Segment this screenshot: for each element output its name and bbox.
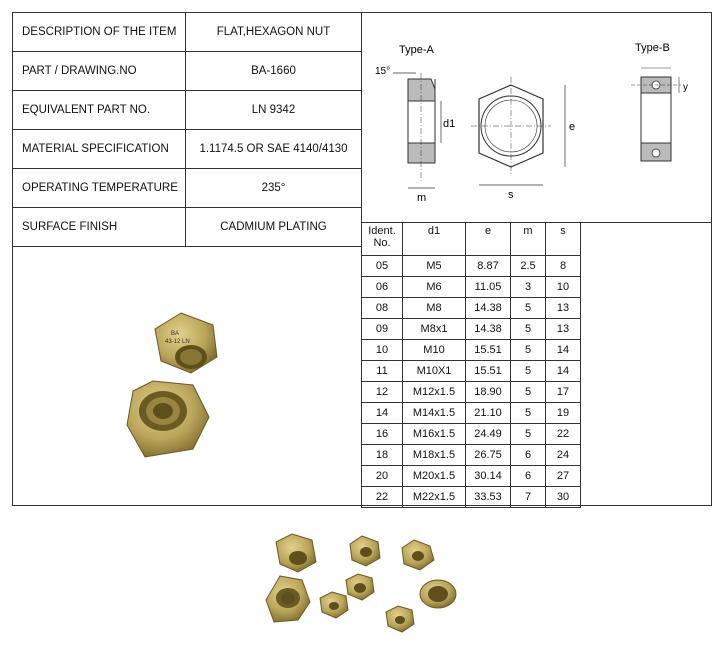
spec-label: OPERATING TEMPERATURE: [13, 169, 186, 207]
spec-row: [13, 130, 361, 169]
nut-1: [276, 534, 316, 572]
table-cell: M10X1: [403, 361, 466, 382]
table-row: [362, 487, 581, 508]
table-cell: 5: [511, 424, 546, 445]
table-row: [362, 382, 581, 403]
spec-label: MATERIAL SPECIFICATION: [13, 130, 186, 168]
nut-2: [350, 536, 380, 566]
table-row: [362, 403, 581, 424]
spec-table: [13, 13, 362, 247]
hex-nut-large: [127, 381, 209, 457]
table-cell: 14: [546, 340, 581, 361]
table-cell: 18: [362, 445, 403, 466]
table-cell: M5: [403, 256, 466, 277]
nut-4: [266, 576, 310, 622]
table-cell: M14x1.5: [403, 403, 466, 424]
table-cell: 7: [511, 487, 546, 508]
table-cell: M6: [403, 277, 466, 298]
table-cell: 8: [546, 256, 581, 277]
table-cell: M16x1.5: [403, 424, 466, 445]
spec-row: [13, 169, 361, 208]
nut-drawing-svg: [361, 13, 711, 222]
table-cell: M10: [403, 340, 466, 361]
spec-row: [13, 208, 361, 247]
table-cell: 2.5: [511, 256, 546, 277]
dimension-header-row: [362, 223, 581, 256]
nut-marking-line1: BA: [171, 331, 180, 337]
table-cell: 13: [546, 319, 581, 340]
table-cell: 30.14: [466, 466, 511, 487]
dimension-header: d1: [403, 223, 466, 256]
table-cell: 12: [362, 382, 403, 403]
table-cell: 06: [362, 277, 403, 298]
spec-row: [13, 91, 361, 130]
nut-5: [346, 574, 374, 600]
table-cell: M20x1.5: [403, 466, 466, 487]
table-row: [362, 298, 581, 319]
table-cell: 10: [546, 277, 581, 298]
table-row: [362, 361, 581, 382]
nut-assortment-svg: [262, 528, 457, 656]
d1-label: d1: [443, 118, 456, 130]
table-cell: 08: [362, 298, 403, 319]
table-cell: 6: [511, 445, 546, 466]
table-cell: 16: [362, 424, 403, 445]
table-cell: M8: [403, 298, 466, 319]
table-cell: 17: [546, 382, 581, 403]
spec-label: DESCRIPTION OF THE ITEM: [13, 13, 186, 51]
table-cell: 11.05: [466, 277, 511, 298]
spec-value: 235°: [261, 182, 286, 194]
table-cell: 10: [362, 340, 403, 361]
table-row: [362, 466, 581, 487]
table-row: [362, 319, 581, 340]
m-label: m: [417, 192, 427, 204]
table-cell: 19: [546, 403, 581, 424]
technical-drawing: [361, 13, 711, 223]
table-cell: 5: [511, 298, 546, 319]
spec-label: PART / DRAWING.NO: [13, 52, 186, 90]
e-label: e: [569, 121, 576, 133]
table-cell: M8x1: [403, 319, 466, 340]
table-cell: 33.53: [466, 487, 511, 508]
table-cell: 11: [362, 361, 403, 382]
spec-row: [13, 52, 361, 91]
table-cell: 18.90: [466, 382, 511, 403]
table-cell: 14: [546, 361, 581, 382]
spec-value: LN 9342: [251, 104, 296, 116]
nut-assortment-photo: [262, 528, 457, 656]
table-cell: 5: [511, 340, 546, 361]
dimension-header: s: [546, 223, 581, 256]
spec-value: FLAT,HEXAGON NUT: [216, 26, 331, 38]
table-cell: 24: [546, 445, 581, 466]
table-cell: 15.51: [466, 361, 511, 382]
table-row: [362, 424, 581, 445]
nut-8: [386, 606, 414, 632]
nut-7: [420, 580, 456, 608]
nut-3: [402, 540, 434, 570]
table-cell: 05: [362, 256, 403, 277]
type-a-label: Type-A: [399, 44, 434, 56]
nut-6: [320, 592, 348, 618]
table-cell: 8.87: [466, 256, 511, 277]
dimension-header: m: [511, 223, 546, 256]
product-photo-cell: [13, 245, 362, 505]
spec-row: [13, 13, 361, 52]
type-a-section: [408, 73, 455, 204]
table-cell: 6: [511, 466, 546, 487]
table-cell: 14: [362, 403, 403, 424]
y-label: y: [683, 82, 688, 93]
table-cell: M12x1.5: [403, 382, 466, 403]
table-cell: 24.49: [466, 424, 511, 445]
table-cell: 22: [362, 487, 403, 508]
s-label: s: [508, 189, 514, 201]
table-cell: 14.38: [466, 319, 511, 340]
table-cell: 09: [362, 319, 403, 340]
table-cell: 20: [362, 466, 403, 487]
table-cell: 13: [546, 298, 581, 319]
table-cell: M22x1.5: [403, 487, 466, 508]
type-b-label: Type-B: [635, 42, 670, 54]
spec-label: EQUIVALENT PART NO.: [13, 91, 186, 129]
table-row: [362, 445, 581, 466]
spec-label: SURFACE FINISH: [13, 208, 186, 246]
table-cell: 30: [546, 487, 581, 508]
table-row: [362, 277, 581, 298]
dimension-header: e: [466, 223, 511, 256]
dimension-header: Ident. No.: [362, 223, 403, 256]
table-row: [362, 340, 581, 361]
spec-value: BA-1660: [251, 65, 296, 77]
dimension-table: [361, 222, 581, 508]
table-cell: 14.38: [466, 298, 511, 319]
table-cell: 5: [511, 382, 546, 403]
table-cell: 15.51: [466, 340, 511, 361]
table-cell: 3: [511, 277, 546, 298]
nut-marking-line2: 43-12 LN: [165, 339, 190, 345]
table-cell: 5: [511, 319, 546, 340]
type-b-section: [631, 68, 688, 161]
table-cell: 26.75: [466, 445, 511, 466]
table-cell: 22: [546, 424, 581, 445]
spec-sheet: [12, 12, 712, 506]
table-cell: 27: [546, 466, 581, 487]
angle-label: 15°: [375, 66, 391, 77]
nut-photo: [13, 245, 361, 505]
hex-nut-small: [155, 313, 217, 373]
table-cell: 21.10: [466, 403, 511, 424]
table-cell: M18x1.5: [403, 445, 466, 466]
table-row: [362, 256, 581, 277]
spec-value: CADMIUM PLATING: [220, 221, 327, 233]
table-cell: 5: [511, 403, 546, 424]
spec-value: 1.1174.5 OR SAE 4140/4130: [199, 143, 348, 155]
hex-front-view: [471, 77, 575, 201]
table-cell: 5: [511, 361, 546, 382]
